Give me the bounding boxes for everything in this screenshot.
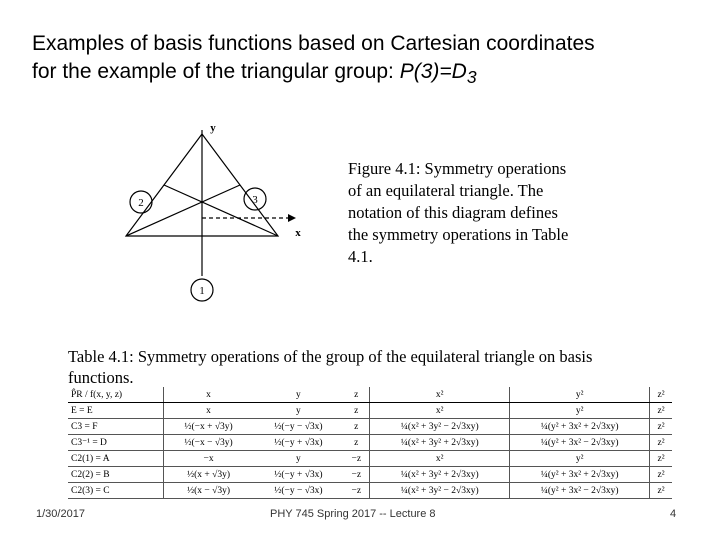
table-cell: ½(−y − √3x) [254, 483, 344, 499]
table-cell: C2(3) = C [68, 483, 163, 499]
table-cell: z² [650, 435, 672, 451]
footer-course: PHY 745 Spring 2017 -- Lecture 8 [270, 508, 436, 520]
table-row [68, 467, 672, 483]
table-cell: z² [650, 483, 672, 499]
footer-page-number: 4 [670, 508, 677, 520]
table-cell: ½(−x − √3y) [163, 435, 254, 451]
vertex-label-3: 3 [252, 194, 258, 206]
figure-caption: Figure 4.1: Symmetry operations of an equilateral triangle. The notation of this diagram defines the symmetry operations in Table 4.1. [348, 159, 569, 266]
table-cell: ¼(y² + 3x² − 2√3xy) [510, 435, 650, 451]
title-line-1: Examples of basis functions based on Cartesian coordinates [32, 32, 595, 55]
table-cell: x [163, 403, 254, 419]
table-cell: −x [163, 451, 254, 467]
table-cell: y [254, 403, 344, 419]
table-cell: ¼(x² + 3y² − 2√3xy) [370, 483, 510, 499]
x-axis-arrow [288, 214, 296, 222]
group-symbol: P(3)=D [399, 60, 467, 83]
group-name [399, 60, 477, 88]
table-cell: ¼(x² + 3y² + 2√3xy) [370, 435, 510, 451]
title-line-2 [32, 58, 702, 91]
group-subscript: 3 [466, 67, 477, 88]
header-cell: y [254, 387, 344, 403]
table-cell: ½(−x + √3y) [163, 419, 254, 435]
footer-date: 1/30/2017 [36, 508, 85, 520]
header-cell: x [163, 387, 254, 403]
table-cell: z² [650, 451, 672, 467]
vertex-label-1: 1 [199, 285, 205, 297]
table-cell: E = E [68, 403, 163, 419]
header-cell: z² [650, 387, 672, 403]
header-cell: P̂R / f(x, y, z) [68, 387, 163, 403]
table-cell: z² [650, 403, 672, 419]
table-header-row [68, 387, 672, 403]
table-cell: z² [650, 419, 672, 435]
median-3 [164, 185, 278, 236]
table-cell: C3⁻¹ = D [68, 435, 163, 451]
table-cell: y² [510, 403, 650, 419]
table-cell: ¼(x² + 3y² + 2√3xy) [370, 467, 510, 483]
table-cell: C3 = F [68, 419, 163, 435]
table-cell: ½(x + √3y) [163, 467, 254, 483]
table-cell: z² [650, 467, 672, 483]
table-cell: z [343, 435, 370, 451]
vertex-label-2: 2 [138, 197, 144, 209]
table-cell: −z [343, 451, 370, 467]
table-cell: ¼(y² + 3x² + 2√3xy) [510, 467, 650, 483]
x-axis-label: x [295, 227, 301, 239]
table-row [68, 403, 672, 419]
median-2 [126, 185, 240, 236]
table-caption: Table 4.1: Symmetry operations of the group of the equilateral triangle on basis functions. [68, 347, 593, 387]
header-cell: x² [370, 387, 510, 403]
title-line-2-prefix: for the example of the triangular group: [32, 60, 400, 83]
table-row [68, 435, 672, 451]
table-cell: z [343, 419, 370, 435]
table-cell: y [254, 451, 344, 467]
table-cell: ½(x − √3y) [163, 483, 254, 499]
table-cell: ½(−y − √3x) [254, 419, 344, 435]
table-cell: ¼(y² + 3x² − 2√3xy) [510, 483, 650, 499]
table-cell: −z [343, 483, 370, 499]
table-row [68, 451, 672, 467]
header-cell: z [343, 387, 370, 403]
table-row [68, 483, 672, 499]
table-cell: x² [370, 403, 510, 419]
table-cell: ½(−y + √3x) [254, 467, 344, 483]
table-cell: ¼(y² + 3x² + 2√3xy) [510, 419, 650, 435]
table-cell: ¼(x² + 3y² − 2√3xy) [370, 419, 510, 435]
table-cell: −z [343, 467, 370, 483]
y-axis-label: y [210, 122, 216, 134]
table-cell: y² [510, 451, 650, 467]
table-cell: ½(−y + √3x) [254, 435, 344, 451]
table-cell: x² [370, 451, 510, 467]
table-cell: C2(1) = A [68, 451, 163, 467]
symmetry-table [68, 387, 672, 499]
header-cell: y² [510, 387, 650, 403]
table-cell: z [343, 403, 370, 419]
table-row [68, 419, 672, 435]
slide-title [32, 30, 702, 91]
table-cell: C2(2) = B [68, 467, 163, 483]
triangle-figure [112, 116, 312, 306]
